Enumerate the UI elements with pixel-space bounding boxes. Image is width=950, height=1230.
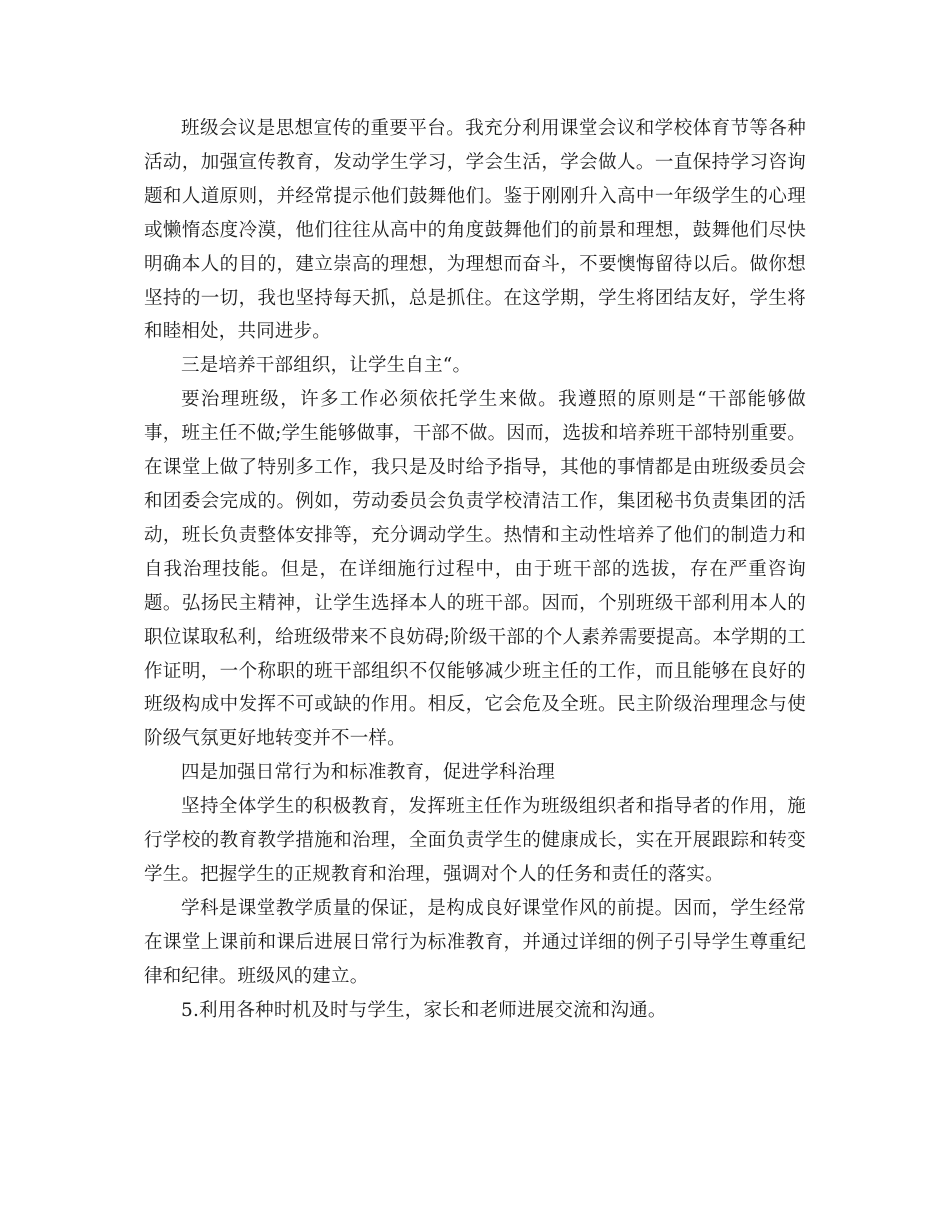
- paragraph-discipline: 学科是课堂教学质量的保证，是构成良好课堂作风的前提。因而，学生经常在课堂上课前和课后进展日常行为标准教育，并通过详细的例子引导学生尊重纪律和纪律。班级风的建立。: [144, 897, 806, 987]
- heading-cadre-organization: 三是培养干部组织，让学生自主“。: [181, 355, 472, 377]
- document-page: [144, 112, 806, 1027]
- heading-daily-behavior: 四是加强日常行为和标准教育，促进学科治理: [181, 762, 556, 784]
- paragraph-class-management: 要治理班级，许多工作必须依托学生来做。我遵照的原则是“干部能够做事，班主任不做;学生能够做事，干部不做。因而，选拔和培养班干部特别重要。在课堂上做了特别多工作，我只是及时给予指导，其他的事情都是由班级委员会和团委会完成的。例如，劳动委员会负责学校清洁工作，集团秘书负责集团的活动，班长负责整体安排等，充分调动学生。热情和主动性培养了他们的制造力和自我治理技能。但是，在详细施行过程中，由于班干部的选拔，存在严重咨询题。弘扬民主精神，让学生选择本人的班干部。因而，个别班级干部利用本人的职位谋取私利，给班级带来不良妨碍;阶级干部的个人素养需要提高。本学期的工作证明，一个称职的班干部组织不仅能够减少班主任的工作，而且能够在良好的班级构成中发挥不可或缺的作用。相反，它会危及全班。民主阶级治理理念与使阶级气氛更好地转变并不一样。: [144, 389, 806, 750]
- paragraph-positive-education: 坚持全体学生的积极教育，发挥班主任作为班级组织者和指导者的作用，施行学校的教育教学措施和治理，全面负责学生的健康成长，实在开展跟踪和转变学生。把握学生的正规教育和治理，强调对个人的任务和责任的落实。: [144, 796, 806, 885]
- paragraph-class-meeting: 班级会议是思想宣传的重要平台。我充分利用课堂会议和学校体育节等各种活动，加强宣传教育，发动学生学习，学会生活，学会做人。一直保持学习咨询题和人道原则，并经常提示他们鼓舞他们。鉴于刚刚升入高中一年级学生的心理或懒惰态度冷漠，他们往往从高中的角度鼓舞他们的前景和理想，鼓舞他们尽快明确本人的目的，建立崇高的理想，为理想而奋斗，不要懊悔留待以后。做你想坚持的一切，我也坚持每天抓，总是抓住。在这学期，学生将团结友好，学生将和睦相处，共同进步。: [144, 118, 806, 343]
- heading-communication: 5.利用各种时机及时与学生，家长和老师进展交流和沟通。: [181, 999, 667, 1021]
